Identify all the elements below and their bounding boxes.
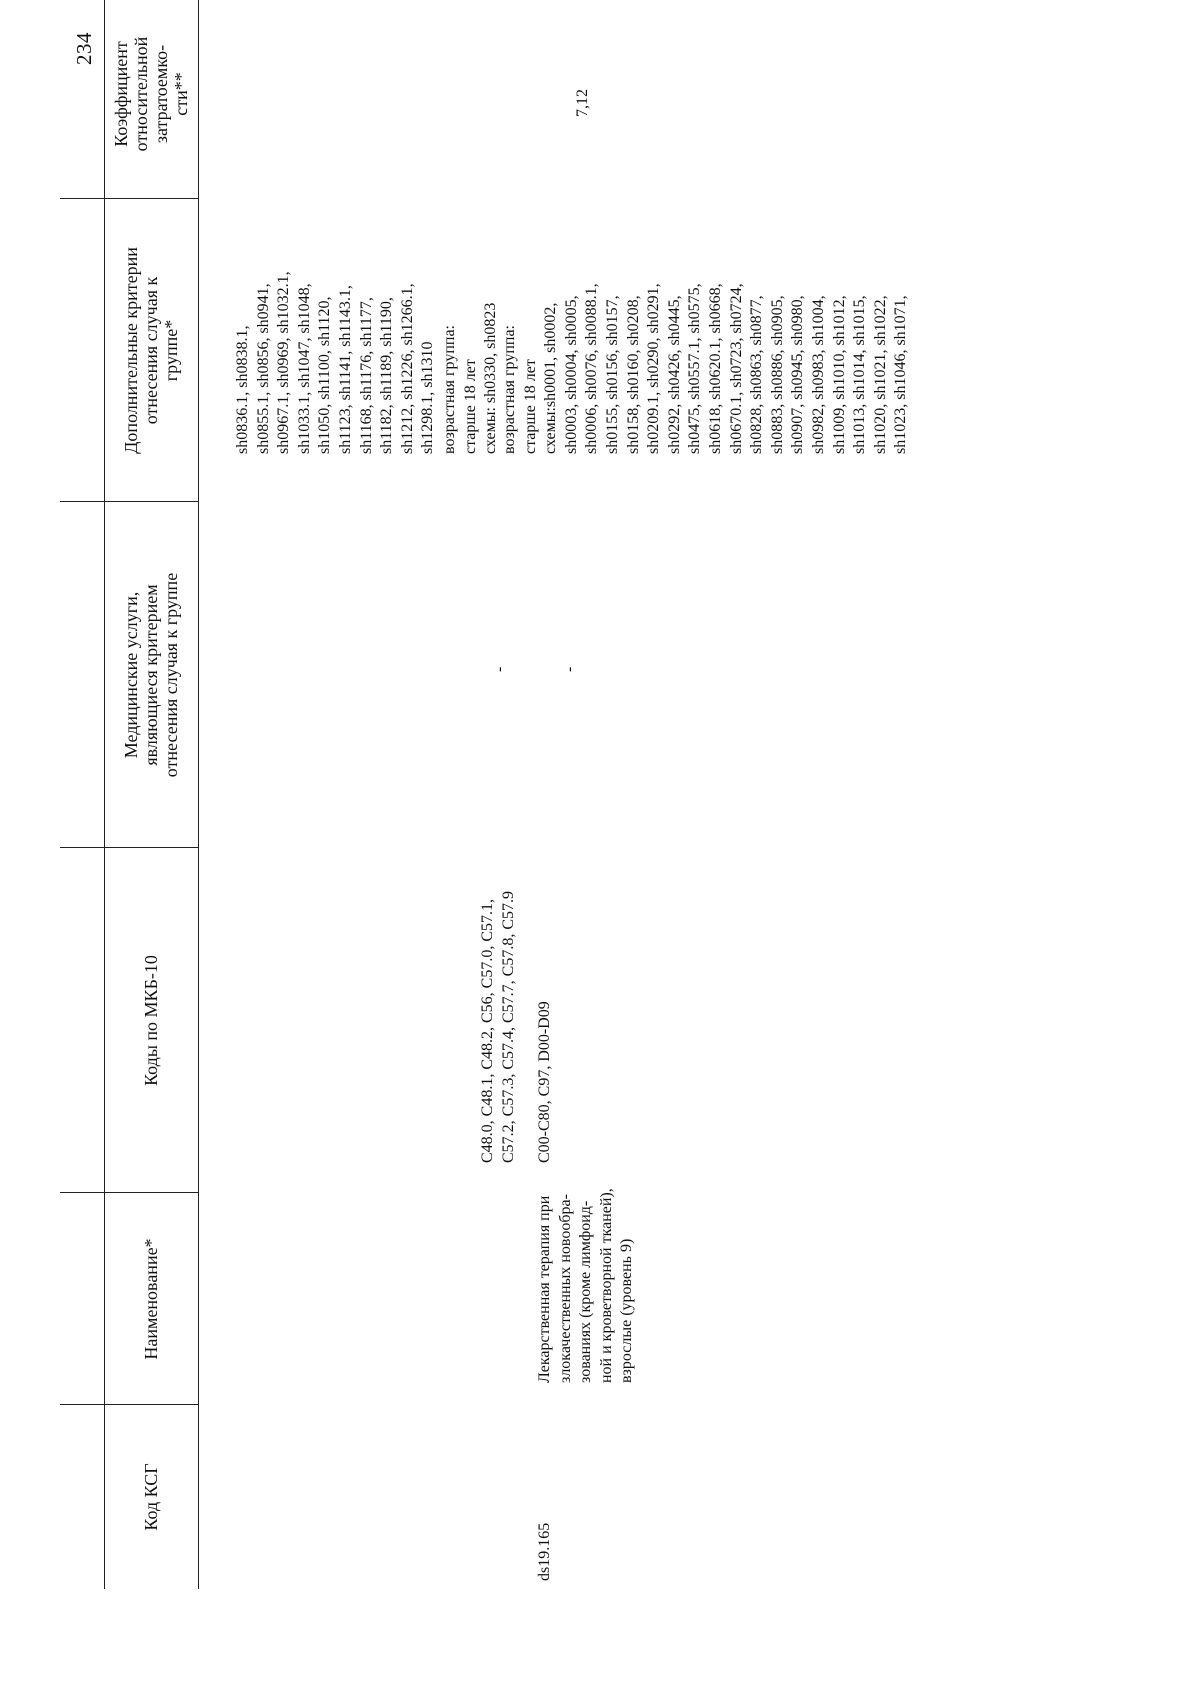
header-coefficient: Коэффициент относительной затратоемко- сти**: [111, 36, 191, 152]
header-mkb-codes: Коды по МКБ-10: [141, 955, 161, 1086]
criteria-line: возрастная группа:: [501, 324, 518, 454]
criteria-line: sh0618, sh0620.1, sh0668,: [706, 283, 724, 454]
criteria-line: старше 18 лет: [521, 359, 539, 454]
criteria-line: sh0158, sh0160, sh0208,: [624, 295, 642, 454]
header-medical-services: Медицинские услуги, являющиеся критерием отнесения случая к группе: [121, 572, 181, 778]
criteria-line: sh1023, sh1046, sh1071,: [892, 295, 910, 454]
page-number: 234: [72, 32, 96, 65]
criteria-line: sh0836.1, sh0838.1,: [234, 325, 251, 454]
criteria-line: схемы:sh0001, sh0002,: [542, 302, 560, 454]
criteria-line: sh1020, sh1021, sh1022,: [871, 295, 889, 454]
subgroup-mkb-codes: C48.0, C48.1, C48.2, C56, C57.0, C57.1, C57.2, C57.3, C57.4, C57.7, C57.8, C57.9: [479, 890, 517, 1163]
ksg-code: ds19.165: [536, 1522, 553, 1581]
criteria-line: sh1050, sh1100, sh1120,: [316, 296, 334, 454]
criteria-line: sh1013, sh1014, sh1015,: [851, 295, 869, 454]
criteria-line: sh0967.1, sh0969, sh1032.1,: [275, 271, 293, 454]
criteria-line: sh0883, sh0886, sh0905,: [768, 295, 786, 454]
criteria-line: sh0475, sh0557.1, sh0575,: [686, 283, 704, 454]
criteria-line: sh0155, sh0156, sh0157,: [603, 295, 621, 454]
subgroup-criteria-list: [440, 303, 502, 454]
criteria-line: sh1033.1, sh1047, sh1048,: [295, 283, 313, 454]
criteria-line: sh0292, sh0426, sh0445,: [665, 295, 683, 454]
table-header-rule: [198, 0, 199, 1589]
subgroup-services-value: -: [491, 666, 508, 672]
criteria-line: sh1298.1, sh1310: [419, 341, 437, 454]
group-criteria-list: [500, 283, 912, 454]
group-services-value: -: [561, 666, 578, 672]
relative-cost-coefficient: 7,12: [574, 89, 591, 117]
criteria-line: sh1168, sh1176, sh1177,: [357, 297, 375, 454]
criteria-line: sh1212, sh1226, sh1266.1,: [398, 283, 416, 454]
group-mkb-codes: C00-C80, C97, D00-D09: [536, 1001, 553, 1163]
header-name: Наименование*: [141, 1238, 161, 1360]
criteria-line: sh0006, sh0076, sh0088.1,: [583, 283, 601, 454]
criteria-line: sh0907, sh0945, sh0980,: [789, 295, 807, 454]
header-code: Код КСГ: [141, 1463, 161, 1531]
criteria-line: sh0828, sh0863, sh0877,: [748, 295, 766, 454]
criteria-continued-list: [233, 271, 439, 454]
criteria-line: sh1182, sh1189, sh1190,: [378, 297, 396, 454]
criteria-line: sh0003, sh0004, sh0005,: [562, 295, 580, 454]
group-name: Лекарственная терапия при злокачественных новообра- зованиях (кроме лимфоид- ной и кроветворной тканей), взрослые (уровень 9): [536, 1188, 636, 1383]
criteria-line: sh0670.1, sh0723, sh0724,: [727, 283, 745, 454]
criteria-line: sh1009, sh1010, sh1012,: [830, 295, 848, 454]
criteria-line: sh0982, sh0983, sh1004,: [809, 295, 827, 454]
criteria-line: sh0855.1, sh0856, sh0941,: [254, 283, 272, 454]
header-additional-criteria: Дополнительные критерии отнесения случая к группе*: [121, 247, 181, 454]
criteria-line: возрастная группа:: [441, 324, 458, 454]
criteria-line: схемы: sh0330, sh0823: [482, 302, 500, 454]
criteria-line: старше 18 лет: [461, 359, 479, 454]
criteria-line: sh0209.1, sh0290, sh0291,: [645, 283, 663, 454]
criteria-line: sh1123, sh1141, sh1143.1,: [336, 285, 354, 454]
